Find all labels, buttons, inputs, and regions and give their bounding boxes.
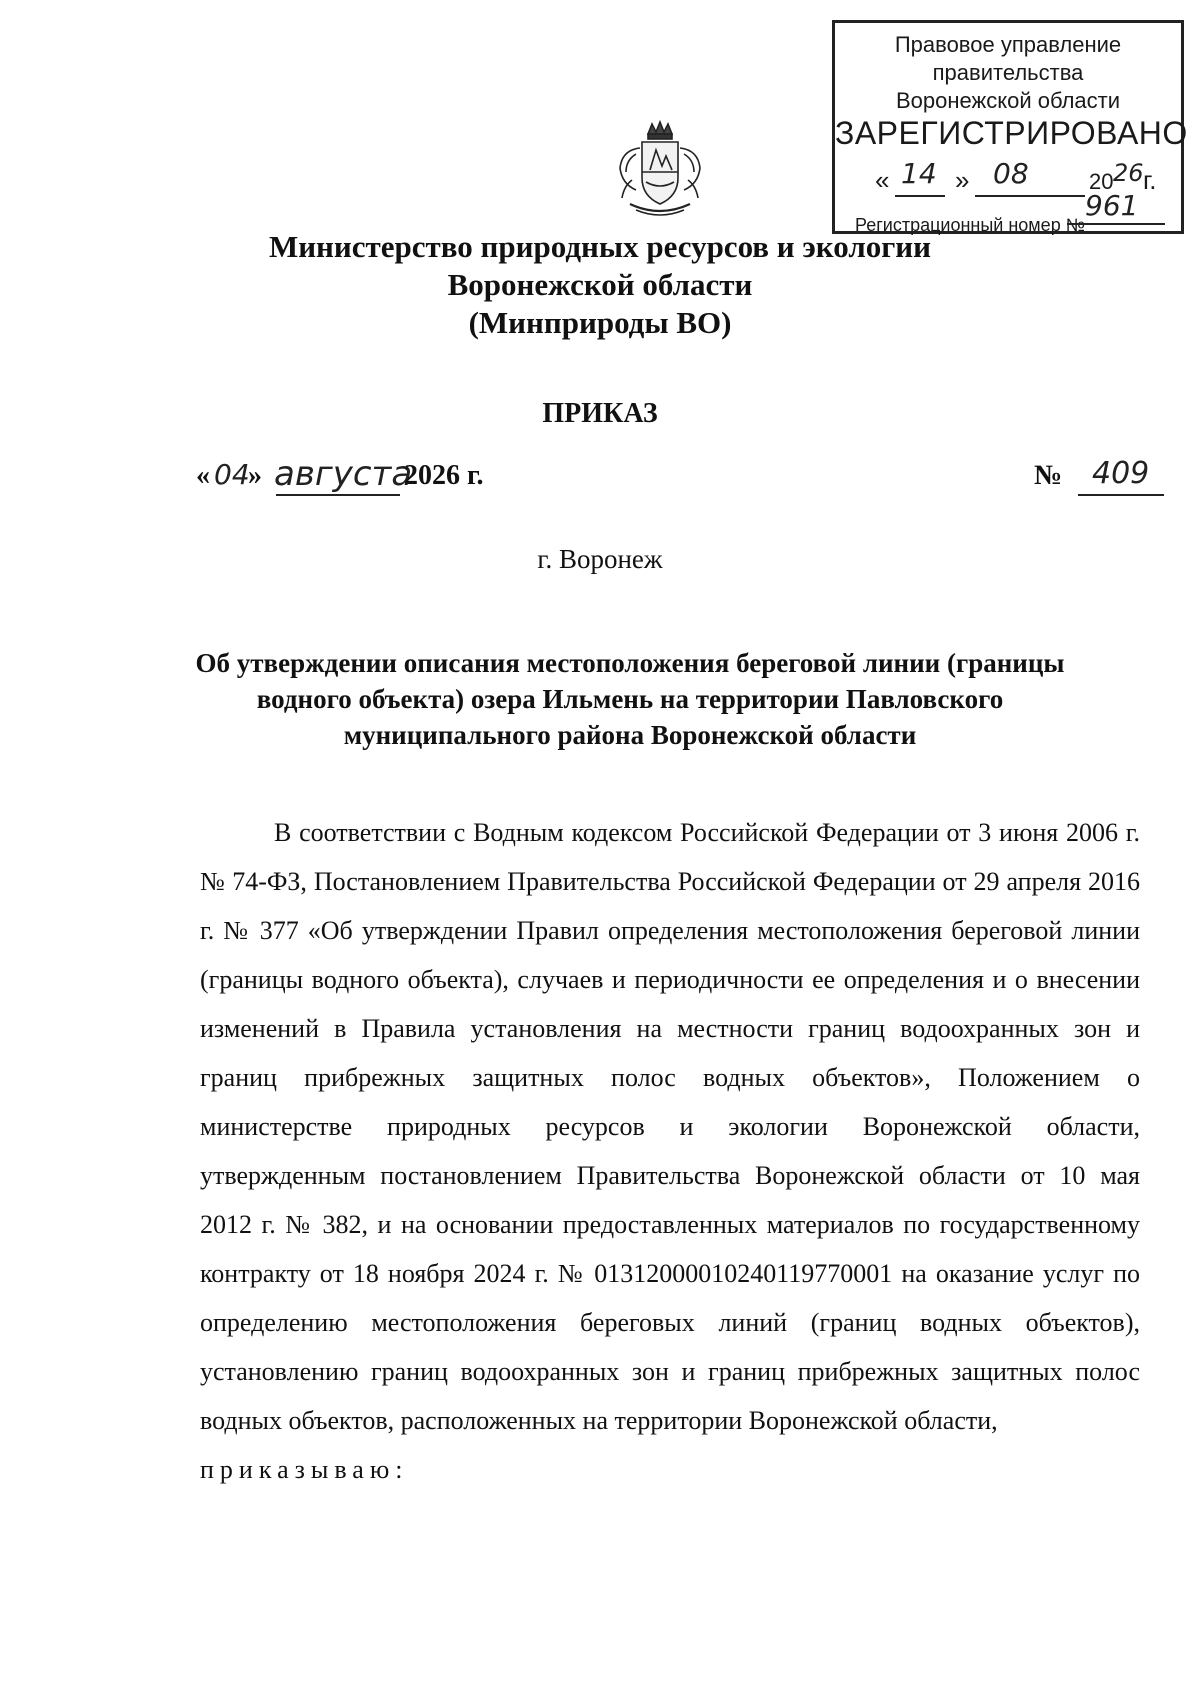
order-date: [196, 454, 546, 510]
order-number-handwritten: 409: [1092, 456, 1150, 491]
stamp-reg-number-underline: [1067, 223, 1165, 225]
order-year: 2026 г.: [404, 460, 484, 491]
stamp-org-line2: Воронежской области: [895, 88, 1121, 113]
stamp-day-underline: [895, 195, 945, 197]
order-subject: [180, 645, 1080, 753]
ministry-header: [0, 228, 1200, 342]
ministry-short-name: (Минприроды ВО): [468, 305, 732, 340]
stamp-close-quote: »: [955, 165, 970, 195]
stamp-organization: [835, 31, 1181, 115]
stamp-day: 14: [901, 157, 937, 190]
stamp-registered-label: ЗАРЕГИСТРИРОВАНО: [835, 115, 1188, 151]
order-number: [1034, 456, 1164, 510]
coat-of-arms-emblem: [612, 120, 708, 220]
order-day-handwritten: 04: [214, 458, 250, 491]
order-month-handwritten: августа: [274, 454, 413, 494]
order-number-label: №: [1034, 460, 1063, 491]
preamble-paragraph: В соответствии с Водным кодексом Российской Федерации от 3 июня 2006 г. № 74-ФЗ, Постановлением Правительства Российской Федерации от 29 апреля 2016 г. № 377 «Об утверждении Правил определения местоположения береговой линии (границы водного объекта), случаев и периодичности ее определения и о внесении изменений в Правила установления на местности границ водоохранных зон и границ прибрежных защитных полос водных объектов», Положением о министерстве природных ресурсов и экологии Воронежской области, утвержденным постановлением Правительства Воронежской области от 10 мая 2012 г. № 382, и на основании предоставленных материалов по государственному контракту от 18 ноября 2024 г. № 0131200001024011977000‌1 на оказание услуг по определению местоположения береговых линий (границ водных объектов), установлению границ водоохранных зон и границ прибрежных защитных полос водных объектов, расположенных на территории Воронежской области,: [200, 818, 1140, 1435]
stamp-open-quote: «: [875, 165, 890, 195]
order-subject-line2: водного объекта) озера Ильмень на территории Павловского: [256, 684, 1004, 714]
stamp-year-handwritten: 26: [1113, 159, 1144, 187]
order-date-open-quote: «: [196, 460, 210, 491]
stamp-reg-number-label: Регистрационный номер №: [855, 215, 1086, 235]
order-subject-line3: муниципального района Воронежской области: [343, 720, 917, 750]
registration-stamp: [832, 20, 1188, 235]
stamp-reg-number: 961: [1085, 189, 1139, 222]
order-command: приказываю:: [200, 1455, 409, 1484]
stamp-org-line1: Правовое управление правительства: [894, 32, 1122, 85]
stamp-year-suffix: г.: [1143, 165, 1157, 195]
ministry-name-line1: Министерство природных ресурсов и экологии: [268, 229, 932, 264]
ministry-name-line2: Воронежской области: [447, 267, 753, 302]
stamp-month: 08: [993, 157, 1029, 190]
order-subject-line1: Об утверждении описания местоположения береговой линии (границы: [195, 648, 1065, 678]
stamp-year-prefix: 20: [1089, 169, 1114, 194]
order-month-underline: [276, 494, 400, 496]
order-preamble: [200, 808, 1140, 1494]
stamp-month-underline: [975, 195, 1085, 197]
order-date-close-quote: »: [248, 460, 262, 491]
order-number-underline: [1078, 494, 1164, 496]
city-name: г. Воронеж: [537, 544, 663, 574]
order-title: ПРИКАЗ: [542, 398, 658, 429]
